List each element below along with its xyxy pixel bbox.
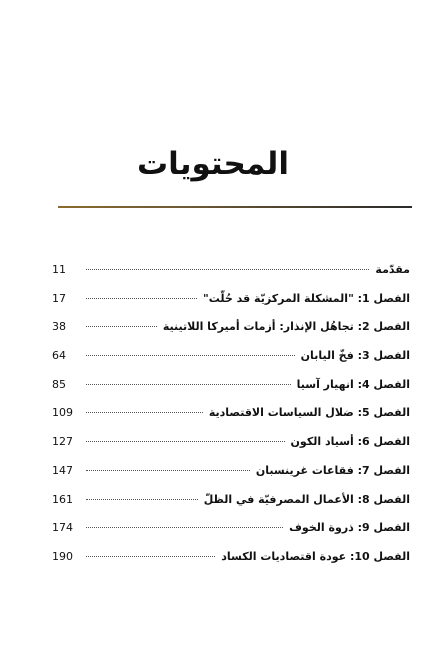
dot-leader <box>86 556 215 557</box>
toc-page-number: 127 <box>52 435 73 449</box>
toc-entry-chapter-6 <box>52 434 410 463</box>
toc-entry-chapter-10 <box>52 549 410 578</box>
toc-entry-title: الفصل 7: فقاعات غرينسبان <box>255 463 410 477</box>
toc-entry-chapter-9 <box>52 520 410 549</box>
table-of-contents <box>52 262 410 578</box>
toc-entry-chapter-1 <box>52 291 410 320</box>
toc-page-number: 11 <box>52 263 66 276</box>
toc-entry-title: مقدّمة <box>375 263 410 276</box>
toc-entry-chapter-7 <box>52 463 410 492</box>
toc-entry-title: الفصل 5: ضلال السياسات الاقتصادية <box>208 406 410 420</box>
toc-page-number: 17 <box>52 291 66 305</box>
dot-leader <box>86 326 157 327</box>
toc-entry-introduction <box>52 262 410 291</box>
toc-page-number: 85 <box>52 377 66 391</box>
toc-page-number: 174 <box>52 521 73 535</box>
toc-entry-title: الفصل 3: فخّ اليابان <box>300 349 410 363</box>
dot-leader <box>86 470 250 471</box>
toc-entry-title: الفصل 2: تجاهُل الإنذار: أزمات أميركا اللاتينية <box>162 320 410 334</box>
dot-leader <box>86 412 203 413</box>
toc-entry-chapter-5 <box>52 405 410 434</box>
toc-entry-title: الفصل 1: "المشكلة المركزيّة قد حُلّت" <box>203 291 410 305</box>
toc-entry-chapter-4 <box>52 377 410 406</box>
toc-entry-title: الفصل 9: ذروة الخوف <box>289 521 410 535</box>
toc-entry-chapter-2 <box>52 319 410 348</box>
dot-leader <box>86 499 198 500</box>
toc-entry-chapter-8 <box>52 492 410 521</box>
toc-page-number: 38 <box>52 320 66 334</box>
toc-page-number: 64 <box>52 349 66 363</box>
toc-entry-title: الفصل 6: أسياد الكون <box>290 435 410 449</box>
page-title: المحتويات <box>137 146 289 182</box>
dot-leader <box>86 527 283 528</box>
toc-page-number: 190 <box>52 549 73 563</box>
toc-page-number: 161 <box>52 492 73 506</box>
toc-page-number: 109 <box>52 406 73 420</box>
dot-leader <box>86 269 369 270</box>
dot-leader <box>86 441 285 442</box>
toc-entry-chapter-3 <box>52 348 410 377</box>
title-divider <box>58 206 412 208</box>
toc-page-number: 147 <box>52 463 73 477</box>
toc-entry-title: الفصل 8: الأعمال المصرفيّة في الظلّ <box>203 492 410 506</box>
dot-leader <box>86 298 197 299</box>
dot-leader <box>86 384 291 385</box>
toc-entry-title: الفصل 4: انهيار آسيا <box>296 377 410 391</box>
dot-leader <box>86 355 295 356</box>
toc-entry-title: الفصل 10: عودة اقتصاديات الكساد <box>221 549 410 563</box>
